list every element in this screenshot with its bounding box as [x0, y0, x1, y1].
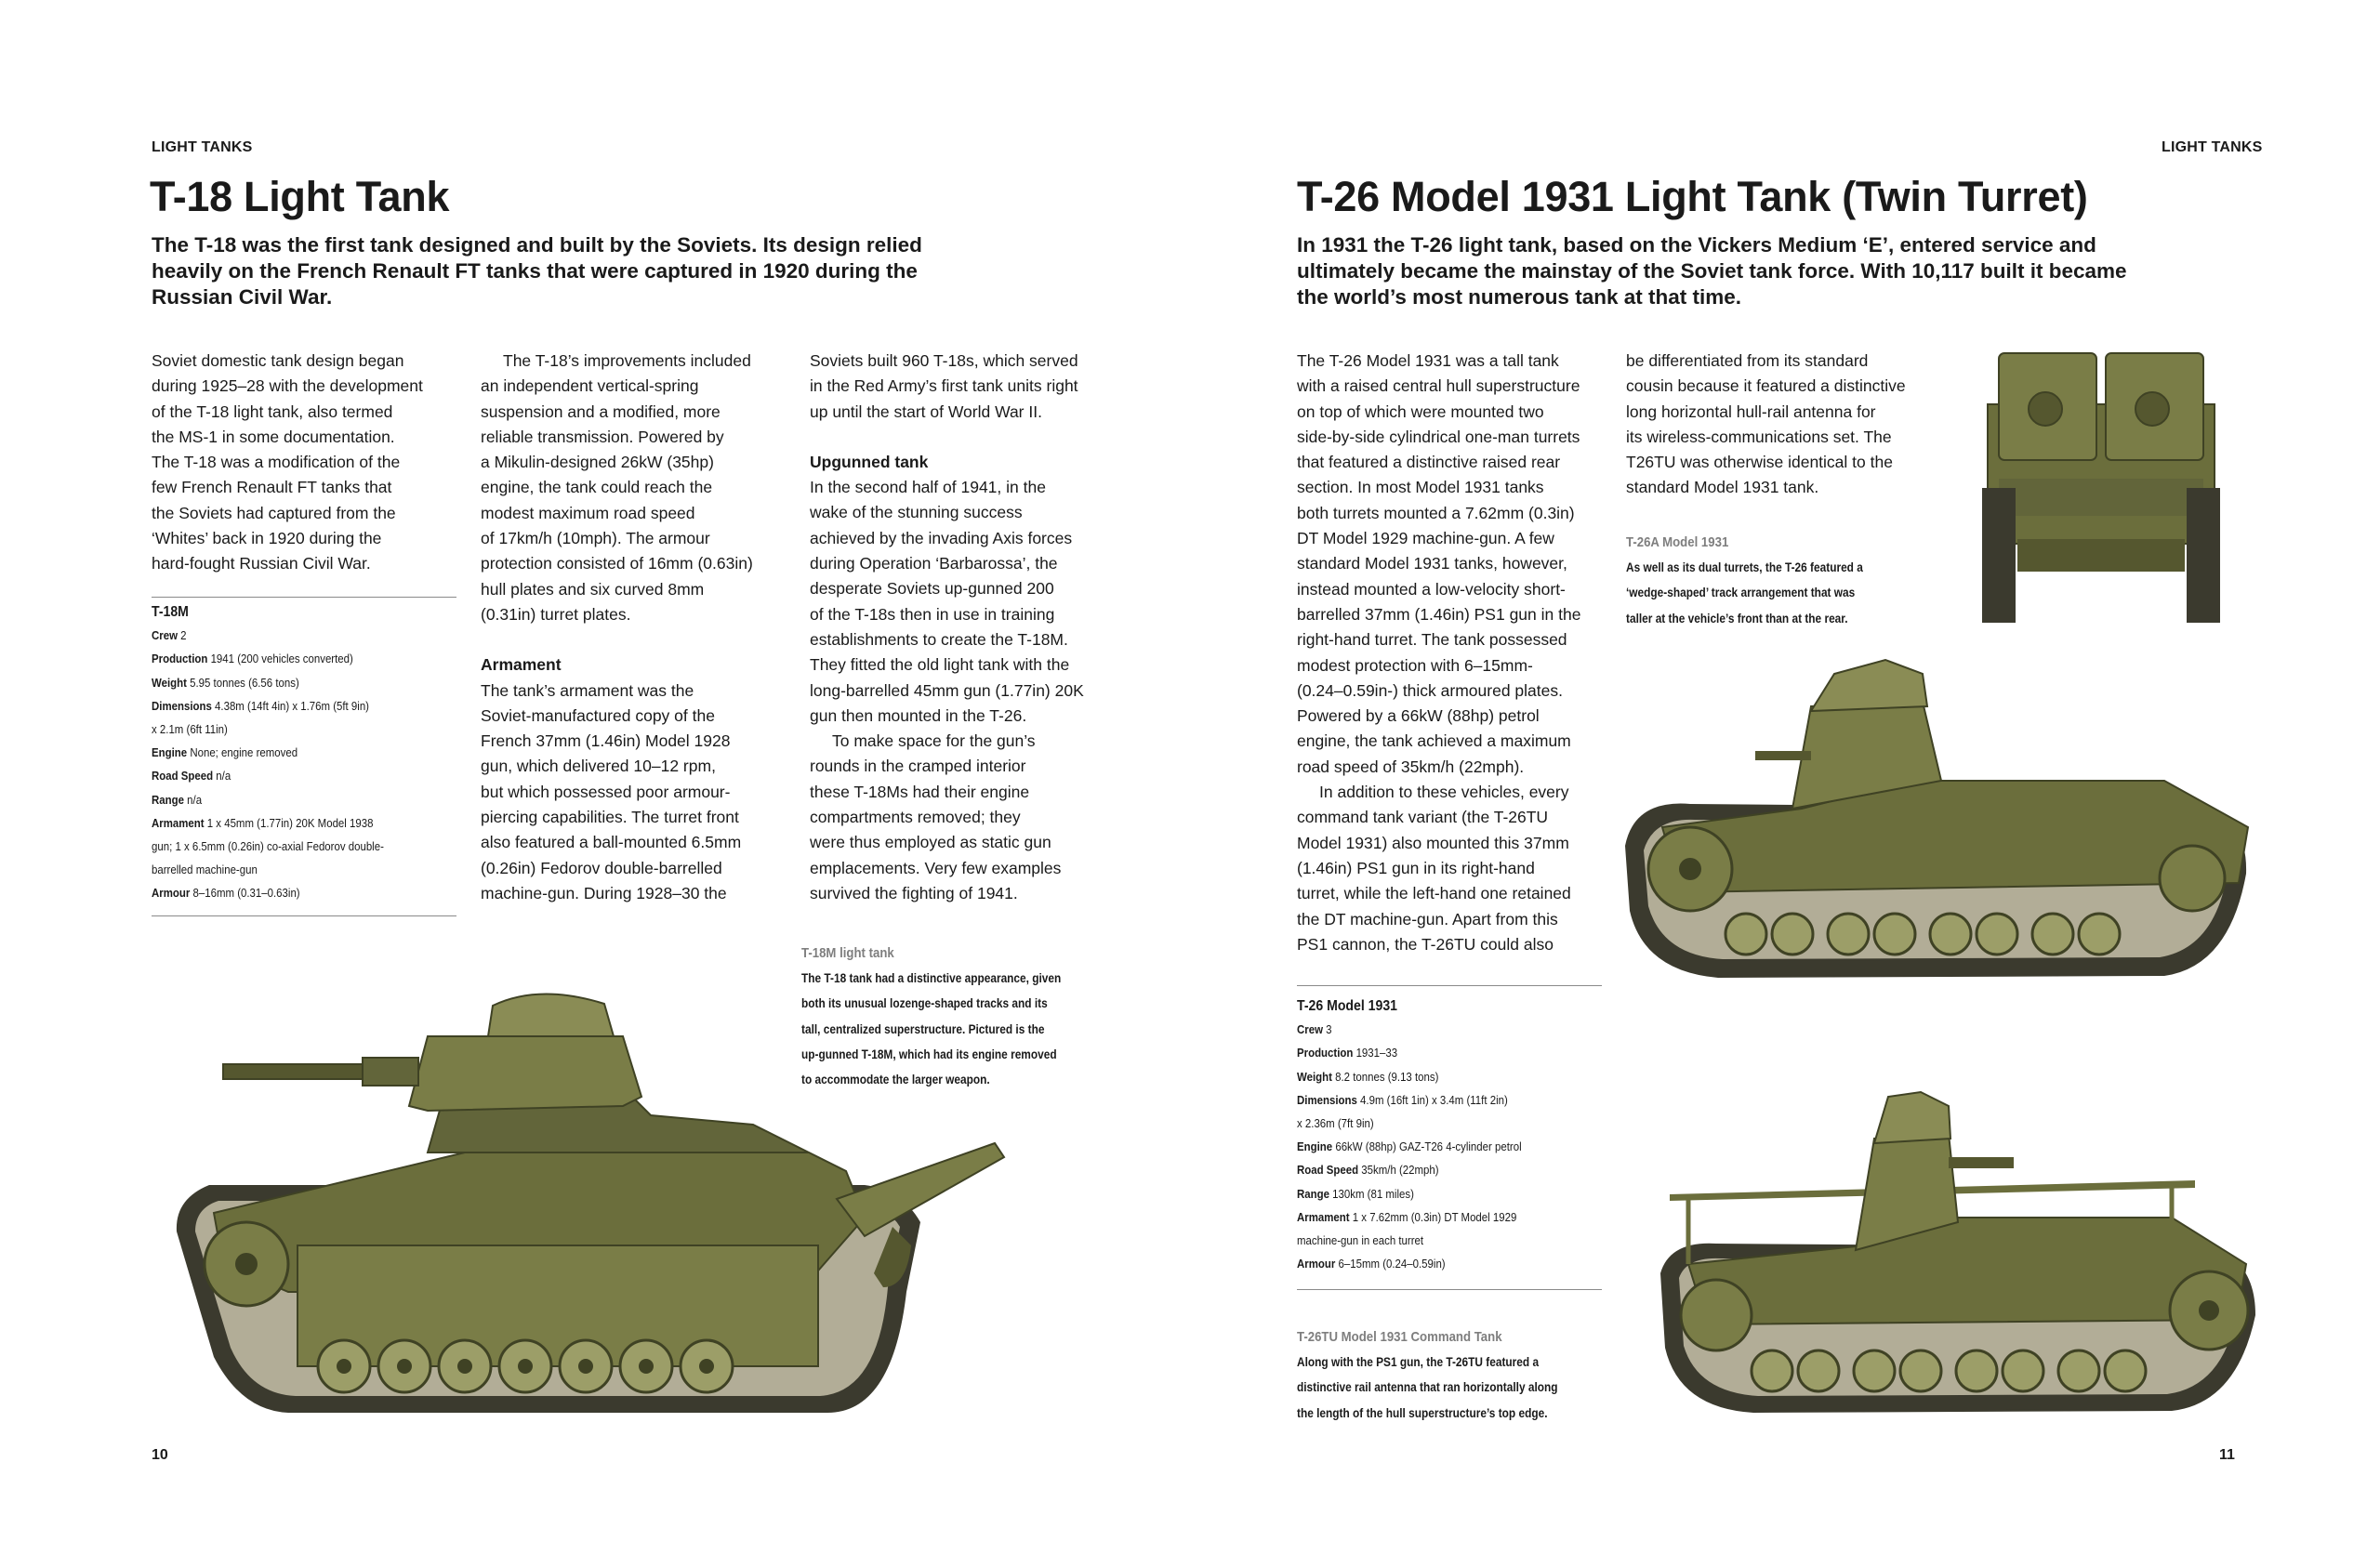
text-line: suspension and a modified, more — [481, 402, 721, 421]
spec-row — [152, 718, 455, 741]
spec-row — [1297, 1018, 1600, 1041]
spec-label: Road Speed — [1297, 1163, 1359, 1178]
page-title-left: T-18 Light Tank — [150, 173, 450, 220]
spec-row — [152, 764, 455, 787]
spec-label: Armament — [1297, 1209, 1350, 1224]
spec-value: None; engine removed — [190, 745, 298, 760]
text-line: road speed of 35km/h (22mph). — [1297, 757, 1525, 776]
caption-t26a — [1626, 530, 1998, 631]
text-line: standard Model 1931 tanks, however, — [1297, 554, 1567, 573]
text-line: (0.31in) turret plates. — [481, 604, 631, 624]
text-line: command tank variant (the T-26TU — [1297, 808, 1549, 827]
text-line: Soviet domestic tank design began — [152, 351, 404, 370]
body-col1-left — [152, 349, 468, 577]
spec-value: 35km/h (22mph) — [1361, 1163, 1439, 1178]
text-line: engine, the tank achieved a maximum — [1297, 731, 1571, 751]
text-line: Russian Civil War. — [152, 285, 333, 309]
spec-row — [152, 741, 455, 764]
spec-value: 2 — [180, 628, 187, 643]
text-line: modest maximum road speed — [481, 503, 695, 522]
spec-row — [152, 811, 455, 835]
spec-row — [1297, 1229, 1600, 1252]
spec-row — [152, 624, 455, 647]
spec-value: barrelled machine-gun — [152, 863, 258, 877]
page-title-right: T-26 Model 1931 Light Tank (Twin Turret) — [1297, 173, 2088, 220]
text-line: wake of the stunning success — [810, 503, 1023, 522]
spec-value: 66kW (88hp) GAZ-T26 4-cylinder petrol — [1335, 1139, 1522, 1154]
text-line: an independent vertical-spring — [481, 376, 699, 396]
spec-label: Range — [152, 792, 184, 807]
text-line: The T-18 was the first tank designed and built by the Soviets. Its design relied — [152, 233, 922, 257]
spec-divider-top-left — [152, 597, 456, 598]
text-line: In addition to these vehicles, every — [1319, 783, 1569, 802]
caption-t26tu — [1297, 1324, 1669, 1426]
text-line: were thus employed as static gun — [810, 833, 1051, 852]
text-line: instead mounted a low-velocity short- — [1297, 579, 1566, 599]
spec-row — [1297, 1182, 1600, 1205]
t26-front-view-illustration — [1980, 349, 2222, 627]
page-number-left: 10 — [152, 1447, 168, 1463]
text-line: but which possessed poor armour- — [481, 782, 731, 801]
t18m-tank-illustration — [158, 967, 1051, 1436]
text-line: both its unusual lozenge-shaped tracks and its — [801, 996, 1048, 1011]
text-line: compartments removed; they — [810, 808, 1021, 827]
spec-divider-top-right — [1297, 985, 1602, 986]
spec-value: 1 x 7.62mm (0.3in) DT Model 1929 — [1352, 1209, 1517, 1224]
spec-label: Engine — [152, 745, 188, 760]
t26a-side-view-illustration — [1606, 641, 2257, 994]
spec-value: x 2.36m (7ft 9in) — [1297, 1116, 1374, 1131]
spec-row — [1297, 1205, 1600, 1229]
text-line: that featured a distinctive raised rear — [1297, 453, 1561, 472]
text-line: to accommodate the larger weapon. — [801, 1073, 990, 1087]
spec-value: x 2.1m (6ft 11in) — [152, 722, 228, 737]
page-number-right: 11 — [2219, 1447, 2235, 1463]
spec-row — [152, 788, 455, 811]
text-line: To make space for the gun’s — [832, 731, 1036, 751]
spec-label: Dimensions — [1297, 1092, 1357, 1107]
body-col3-left — [810, 349, 1126, 906]
text-line: The T-18 was a modification of the — [152, 453, 401, 472]
spec-label: Weight — [1297, 1069, 1332, 1084]
caption-title: T-26TU Model 1931 Command Tank — [1297, 1329, 1502, 1345]
spec-row — [1297, 1112, 1600, 1135]
subhead-upgunned: Upgunned tank — [810, 452, 929, 471]
spec-value: 4.9m (16ft 1in) x 3.4m (11ft 2in) — [1360, 1092, 1508, 1107]
text-line: hard-fought Russian Civil War. — [152, 554, 371, 573]
spec-label: Production — [152, 652, 208, 666]
text-line: the length of the hull superstructure’s top edge. — [1297, 1405, 1548, 1420]
text-line: the Soviets had captured from the — [152, 503, 396, 522]
spec-row — [1297, 1135, 1600, 1158]
text-line: T26TU was otherwise identical to the — [1626, 453, 1893, 472]
text-line: be differentiated from its standard — [1626, 351, 1869, 370]
spec-row — [1297, 1065, 1600, 1088]
text-line: They fitted the old light tank with the — [810, 655, 1070, 675]
spec-row — [1297, 1158, 1600, 1181]
text-line: (0.24–0.59in-) thick armoured plates. — [1297, 680, 1563, 700]
caption-title: T-18M light tank — [801, 945, 894, 961]
text-line: ‘Whites’ back in 1920 during the — [152, 529, 382, 548]
text-line: up until the start of World War II. — [810, 402, 1042, 421]
spec-value: n/a — [216, 769, 231, 784]
text-line: French 37mm (1.46in) Model 1928 — [481, 731, 731, 751]
text-line: long horizontal hull-rail antenna for — [1626, 402, 1876, 421]
text-line: heavily on the French Renault FT tanks that were captured in 1920 during the — [152, 259, 918, 283]
text-line: distinctive rail antenna that ran horizontally along — [1297, 1380, 1558, 1395]
text-line: of the T-18 light tank, also termed — [152, 402, 393, 421]
caption-title: T-26A Model 1931 — [1626, 534, 1729, 550]
spec-row — [152, 694, 455, 718]
text-line: (0.26in) Fedorov double-barrelled — [481, 858, 722, 877]
text-line: few French Renault FT tanks that — [152, 478, 392, 497]
spec-value: 1941 (200 vehicles converted) — [210, 652, 353, 666]
spec-divider-bottom-left — [152, 915, 456, 916]
text-line: modest protection with 6–15mm- — [1297, 655, 1533, 675]
spec-label: Armour — [1297, 1257, 1336, 1271]
text-line: a Mikulin-designed 26kW (35hp) — [481, 453, 714, 472]
text-line: piercing capabilities. The turret front — [481, 808, 739, 827]
spec-box-t18m: T-18M Crew 2 Production 1941 (200 vehicles converted) Weight 5.95 tonnes (6.56 tons) Dimensions 4.38m (14ft 4in) x 1.76m (5ft 9in) x 2.1m (6ft 11in) Engine None; engine removed Road Speed n/a Range n/a Armament 1 x 45mm (1.77in) 20K Model 1938 gun; 1 x 6.5mm (0.26in) co-axial Fedorov double- barrelled machine-gun Armour 8–16mm (0.31–0.63in) — [152, 600, 455, 905]
text-line: In the second half of 1941, in the — [810, 478, 1046, 497]
spec-divider-bottom-right — [1297, 1289, 1602, 1290]
spec-value: 130km (81 miles) — [1332, 1186, 1414, 1201]
spec-label: Armament — [152, 815, 205, 830]
spec-value: 5.95 tonnes (6.56 tons) — [190, 675, 299, 690]
text-line: hull plates and six curved 8mm — [481, 579, 705, 599]
t26tu-side-view-illustration — [1651, 1087, 2265, 1431]
text-line: The T-18 tank had a distinctive appearance, given — [801, 971, 1062, 985]
text-line: side-by-side cylindrical one-man turrets — [1297, 427, 1580, 446]
text-line: these T-18Ms had their engine — [810, 782, 1030, 801]
text-line: on top of which were mounted two — [1297, 402, 1544, 421]
spec-label: Crew — [152, 628, 178, 643]
spec-label: Production — [1297, 1046, 1354, 1060]
spec-row — [1297, 1252, 1600, 1275]
text-line: gun, which delivered 10–12 rpm, — [481, 757, 716, 776]
text-line: emplacements. Very few examples — [810, 858, 1062, 877]
text-line: long-barrelled 45mm gun (1.77in) 20K — [810, 680, 1084, 700]
text-line: of the T-18s then in use in training — [810, 604, 1055, 624]
spec-row — [152, 835, 455, 858]
text-line: the MS-1 in some documentation. — [152, 427, 395, 446]
text-line: reliable transmission. Powered by — [481, 427, 724, 446]
text-line: The T-18’s improvements included — [503, 351, 751, 370]
body-col2-right — [1626, 349, 1947, 501]
spec-value: machine-gun in each turret — [1297, 1233, 1424, 1248]
spec-value: 8–16mm (0.31–0.63in) — [192, 886, 300, 901]
text-line: right-hand turret. The tank possessed — [1297, 630, 1567, 650]
text-line: (1.46in) PS1 gun in its right-hand — [1297, 858, 1535, 877]
text-line: turret, while the left-hand one retained — [1297, 884, 1571, 903]
text-line: engine, the tank could reach the — [481, 478, 713, 497]
text-line: standard Model 1931 tank. — [1626, 478, 1819, 497]
spec-value: n/a — [187, 792, 203, 807]
text-line: its wireless-communications set. The — [1626, 427, 1892, 446]
text-line: taller at the vehicle’s front than at the rear. — [1626, 611, 1848, 626]
text-line: tall, centralized superstructure. Pictured is the — [801, 1021, 1045, 1036]
text-line: with a raised central hull superstructure — [1297, 376, 1580, 396]
text-line: Along with the PS1 gun, the T-26TU featured a — [1297, 1355, 1540, 1369]
text-line: up-gunned T-18M, which had its engine removed — [801, 1047, 1057, 1061]
spec-box-t26: T-26 Model 1931 Crew 3 Production 1931–33 Weight 8.2 tonnes (9.13 tons) Dimensions 4.9m (16ft 1in) x 3.4m (11ft 2in) x 2.36m (7ft 9in) Engine 66kW (88hp) GAZ-T26 4-cylinder petrol Road Speed 35km/h (22mph) Range 130km (81 miles) Armament 1 x 7.62mm (0.3in) DT Model 1929 machine-gun in each turret Armour 6–15mm (0.24–0.59in) — [1297, 994, 1600, 1275]
spec-row — [152, 671, 455, 694]
text-line: during 1925–28 with the development — [152, 376, 423, 396]
text-line: gun then mounted in the T-26. — [810, 705, 1027, 725]
spec-value: gun; 1 x 6.5mm (0.26in) co-axial Fedorov double- — [152, 839, 384, 854]
text-line: in the Red Army’s first tank units right — [810, 376, 1078, 396]
text-line: establishments to create the T-18M. — [810, 629, 1068, 649]
spec-label: Range — [1297, 1186, 1329, 1201]
text-line: of 17km/h (10mph). The armour — [481, 529, 710, 548]
text-line: also featured a ball-mounted 6.5mm — [481, 833, 742, 852]
text-line: In 1931 the T-26 light tank, based on the Vickers Medium ‘E’, entered service and — [1297, 233, 2096, 257]
text-line: Soviets built 960 T-18s, which served — [810, 351, 1078, 370]
text-line: section. In most Model 1931 tanks — [1297, 478, 1544, 497]
text-line: PS1 cannon, the T-26TU could also — [1297, 934, 1554, 954]
text-line: protection consisted of 16mm (0.63in) — [481, 554, 753, 573]
spec-value: 3 — [1326, 1022, 1332, 1037]
text-line: the world’s most numerous tank at that time. — [1297, 285, 1741, 309]
spec-label: Road Speed — [152, 769, 214, 784]
spec-row — [152, 858, 455, 881]
text-line: achieved by the invading Axis forces — [810, 528, 1073, 547]
text-line: Soviet-manufactured copy of the — [481, 705, 715, 725]
text-line: ultimately became the mainstay of the Soviet tank force. With 10,117 built it became — [1297, 259, 2127, 283]
spec-value: 8.2 tonnes (9.13 tons) — [1335, 1069, 1439, 1084]
text-line: ‘wedge-shaped’ track arrangement that was — [1626, 586, 1856, 600]
text-line: during Operation ‘Barbarossa’, the — [810, 554, 1058, 573]
subhead-armament: Armament — [481, 655, 562, 675]
spec-row — [152, 647, 455, 670]
text-line: cousin because it featured a distinctive — [1626, 376, 1906, 396]
text-line: barrelled 37mm (1.46in) PS1 gun in the — [1297, 604, 1581, 624]
text-line: the DT machine-gun. Apart from this — [1297, 909, 1558, 928]
text-line: survived the fighting of 1941. — [810, 883, 1018, 902]
spec-row — [152, 881, 455, 904]
spec-value: 6–15mm (0.24–0.59in) — [1338, 1257, 1446, 1271]
spec-value: 4.38m (14ft 4in) x 1.76m (5ft 9in) — [215, 698, 369, 713]
spec-row — [1297, 1041, 1600, 1064]
spec-label: Crew — [1297, 1022, 1323, 1037]
text-line: DT Model 1929 machine-gun. A few — [1297, 529, 1554, 548]
intro-left — [152, 232, 1025, 310]
text-line: both turrets mounted a 7.62mm (0.3in) — [1297, 503, 1575, 522]
body-col1-right — [1297, 349, 1618, 957]
text-line: rounds in the cramped interior — [810, 757, 1026, 776]
body-col2-left — [481, 349, 797, 906]
text-line: Powered by a 66kW (88hp) petrol — [1297, 706, 1540, 726]
text-line: machine-gun. During 1928–30 the — [481, 883, 727, 902]
spec-label: Armour — [152, 886, 191, 901]
spec-row — [1297, 1088, 1600, 1112]
spec-label: Dimensions — [152, 698, 212, 713]
spec-label: Engine — [1297, 1139, 1333, 1154]
text-line: Model 1931) also mounted this 37mm — [1297, 833, 1569, 852]
text-line: desperate Soviets up-gunned 200 — [810, 579, 1054, 599]
text-line: The tank’s armament was the — [481, 680, 694, 700]
text-line: The T-26 Model 1931 was a tall tank — [1297, 351, 1559, 370]
spec-value: 1931–33 — [1355, 1046, 1398, 1060]
intro-right — [1297, 232, 2227, 310]
text-line: As well as its dual turrets, the T-26 featured a — [1626, 560, 1863, 574]
section-label-right: LIGHT TANKS — [2162, 139, 2263, 155]
section-label-left: LIGHT TANKS — [152, 139, 253, 155]
spec-label: Weight — [152, 675, 187, 690]
spec-value: 1 x 45mm (1.77in) 20K Model 1938 — [206, 815, 374, 830]
